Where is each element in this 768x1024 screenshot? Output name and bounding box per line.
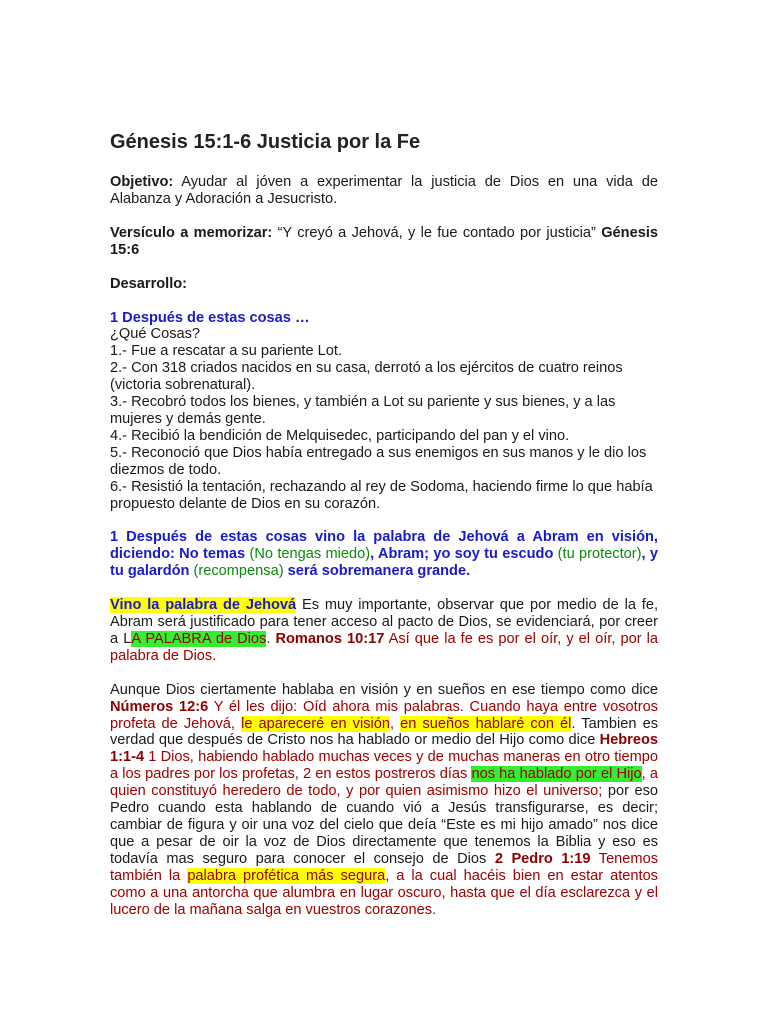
memory-verse-text: “Y creyó a Jehová, y le fue contado por justicia” xyxy=(272,224,602,241)
vision-ref-2: Hebreos 1:1-4 xyxy=(110,732,658,766)
section1-heading: 1 Después de estas cosas … xyxy=(110,309,310,326)
word-text-2: . xyxy=(266,630,276,647)
word-ref: Romanos 10:17 xyxy=(275,630,385,647)
verse1-text-e: , y tu galardón xyxy=(110,546,658,580)
section1-block xyxy=(110,310,658,513)
verse1-paragraph xyxy=(110,529,658,580)
vision-ref-3: 2 Pedro 1:19 xyxy=(494,850,591,867)
word-text-1: Es muy importante, observar que por medio de la fe, Abram será justificado para tener acceso al pacto de Dios, se evidenciará, por creer a L xyxy=(110,597,659,647)
vision-text-9: , a la cual hacéis bien en estar atentos como a una antorcha que alumbra en lugar oscuro, hasta que el día esclarezca y el lucero de la mañana salga en vuestros corazones. xyxy=(110,867,658,918)
verse1-text-c: , Abram; yo soy tu escudo xyxy=(370,546,554,563)
vision-text-4: . Tambien es verdad que después de Cristo nos ha hablado or medio del Hijo como dice xyxy=(110,715,658,749)
objective-text: Ayudar al jóven a experimentar la justicia de Dios en una vida de Alabanza y Adoración a Jesucristo. xyxy=(110,174,658,207)
verse1-gloss-d: (tu protector) xyxy=(553,546,642,563)
vision-text-2: Y él les dijo: Oíd ahora mis palabras. Cuando haya entre vosotros profeta de Jehová, xyxy=(110,698,658,732)
vision-text-5: 1 Dios, habiendo hablado muchas veces y de muchas maneras en otro tiempo a los padres por los profetas, 2 en estos postreros días xyxy=(110,749,658,783)
word-text-3: Así que la fe es por el oír, y el oír, por la palabra de Dios. xyxy=(110,630,658,664)
development-heading: Desarrollo: xyxy=(110,275,188,292)
vision-paragraph xyxy=(110,682,658,919)
word-paragraph xyxy=(110,597,658,665)
list-item: 5.- Reconoció que Dios había entregado a sus enemigos en sus manos y le dio los diezmos de todo. xyxy=(110,444,647,478)
memory-verse-paragraph xyxy=(110,225,658,259)
memory-verse-ref: Génesis 15:6 xyxy=(110,224,658,258)
vision-text-8: Tenemos también la xyxy=(110,850,658,884)
list-item: 2.- Con 318 criados nacidos en su casa, derrotó a los ejércitos de cuatro reinos (victoria sobrenatural). xyxy=(110,360,623,394)
objective-label: Objetivo: xyxy=(110,174,174,190)
vision-text-6: , a quien constituyó heredero de todo, y por quien asimismo hizo el universo; xyxy=(110,766,658,800)
vision-highlight-4: palabra profética más segura xyxy=(187,867,386,884)
list-item: 6.- Resistió la tentación, rechazando al rey de Sodoma, haciendo firme lo que había propuesto delante de Dios en su corazón. xyxy=(110,478,653,512)
vision-text-3: , xyxy=(390,715,401,732)
word-highlight: Vino la palabra de Jehová xyxy=(110,597,297,614)
document-content xyxy=(110,130,658,935)
verse1-gloss-f: (recompensa) xyxy=(189,563,284,580)
vision-highlight-2: en sueños hablaré con él xyxy=(400,715,572,732)
list-item: 3.- Recobró todos los bienes, y también a Lot su pariente y sus bienes, y a las mujeres y demás gente. xyxy=(110,394,616,427)
vision-ref-1: Números 12:6 xyxy=(110,698,209,715)
vision-highlight-3: nos ha hablado por el Hijo xyxy=(471,766,642,783)
vision-text-7: por eso Pedro cuando esta hablando de cuando vió a Jesús transfigurarse, es decir; cambiar de figura y oir una voz del cielo que deía “Este es mi hijo amado” nos dice que a pesar de oir la voz de Dios directamente que tenemos la Biblia y eso es todavía mas seguro para conocer el consejo de Dios xyxy=(110,783,658,867)
verse1-text-g: será sobremanera grande. xyxy=(283,563,471,580)
vision-text-1: Aunque Dios ciertamente hablaba en visión y en sueños en ese tiempo como dice xyxy=(110,681,658,698)
memory-verse-label: Versículo a memorizar: xyxy=(110,224,273,241)
word-highlight-2: A PALABRA de Dios xyxy=(131,630,267,647)
verse1-gloss-b: (No tengas miedo) xyxy=(245,546,371,563)
list-item: 1.- Fue a rescatar a su pariente Lot. xyxy=(110,343,343,360)
objective-paragraph xyxy=(110,174,658,208)
section1-question: ¿Qué Cosas? xyxy=(110,326,201,343)
document-title: Génesis 15:1-6 Justicia por la Fe xyxy=(110,131,421,153)
vision-highlight-1: le apareceré en visión xyxy=(241,715,390,732)
list-item: 4.- Recibió la bendición de Melquisedec, participando del pan y el vino. xyxy=(110,427,570,444)
verse1-text-a: 1 Después de estas cosas vino la palabra de Jehová a Abram en visión, diciendo: No temas xyxy=(110,529,658,563)
